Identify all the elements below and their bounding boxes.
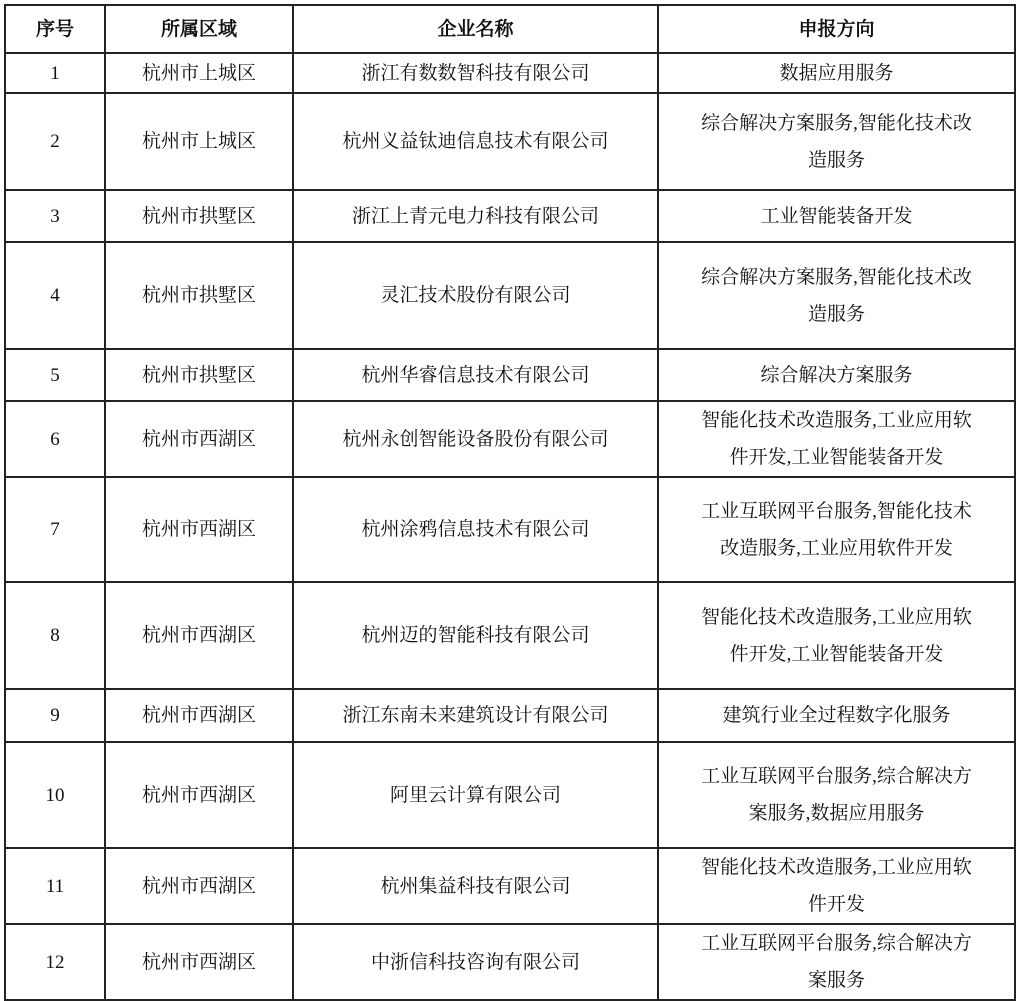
direction-line: 件开发,工业智能装备开发 <box>729 643 944 665</box>
table-row <box>5 242 1015 349</box>
direction-line: 数据应用服务 <box>779 62 894 84</box>
cell-company: 杭州迈的智能科技有限公司 <box>293 582 658 689</box>
direction-line: 工业互联网平台服务,综合解决方 <box>701 766 972 787</box>
cell-region: 杭州市上城区 <box>105 53 293 93</box>
cell-region: 杭州市上城区 <box>105 93 293 190</box>
direction-line: 案服务 <box>807 970 865 991</box>
cell-direction <box>658 582 1015 689</box>
direction-line: 综合解决方案服务,智能化技术改 <box>701 112 972 134</box>
cell-region: 杭州市拱墅区 <box>105 190 293 242</box>
direction-line: 件开发,工业智能装备开发 <box>729 447 944 468</box>
table-header-row <box>5 5 1015 53</box>
direction-line: 智能化技术改造服务,工业应用软 <box>701 857 972 878</box>
cell-region: 杭州市拱墅区 <box>105 349 293 401</box>
cell-region: 杭州市西湖区 <box>105 477 293 582</box>
table-row <box>5 93 1015 190</box>
cell-region: 杭州市西湖区 <box>105 742 293 848</box>
cell-region: 杭州市拱墅区 <box>105 242 293 349</box>
direction-line: 综合解决方案服务 <box>760 364 913 386</box>
header-no: 序号 <box>5 5 105 53</box>
cell-no: 4 <box>5 242 105 349</box>
cell-region: 杭州市西湖区 <box>105 848 293 924</box>
direction-line: 改造服务,工业应用软件开发 <box>720 537 953 559</box>
direction-line: 造服务 <box>807 149 865 171</box>
cell-direction <box>658 242 1015 349</box>
enterprise-table <box>4 4 1016 1001</box>
table-row <box>5 477 1015 582</box>
cell-company: 杭州涂鸦信息技术有限公司 <box>293 477 658 582</box>
table-row <box>5 582 1015 689</box>
table-row <box>5 53 1015 93</box>
header-region: 所属区域 <box>105 5 293 53</box>
cell-no: 8 <box>5 582 105 689</box>
cell-company: 杭州永创智能设备股份有限公司 <box>293 401 658 477</box>
table-row <box>5 924 1015 1000</box>
cell-no: 12 <box>5 924 105 1000</box>
direction-line: 件开发 <box>807 894 865 915</box>
cell-no: 11 <box>5 848 105 924</box>
table-row <box>5 848 1015 924</box>
cell-company: 杭州集益科技有限公司 <box>293 848 658 924</box>
direction-line: 综合解决方案服务,智能化技术改 <box>701 266 972 288</box>
cell-company: 杭州华睿信息技术有限公司 <box>293 349 658 401</box>
cell-no: 2 <box>5 93 105 190</box>
cell-direction <box>658 93 1015 190</box>
cell-direction <box>658 477 1015 582</box>
table-row <box>5 689 1015 742</box>
table-row <box>5 742 1015 848</box>
table-row <box>5 401 1015 477</box>
cell-direction <box>658 401 1015 477</box>
cell-direction <box>658 924 1015 1000</box>
cell-company: 阿里云计算有限公司 <box>293 742 658 848</box>
cell-no: 6 <box>5 401 105 477</box>
cell-company: 灵汇技术股份有限公司 <box>293 242 658 349</box>
direction-line: 工业互联网平台服务,综合解决方 <box>701 933 972 954</box>
cell-no: 5 <box>5 349 105 401</box>
cell-company: 杭州义益钛迪信息技术有限公司 <box>293 93 658 190</box>
cell-region: 杭州市西湖区 <box>105 582 293 689</box>
header-company: 企业名称 <box>293 5 658 53</box>
direction-line: 工业智能装备开发 <box>760 205 913 227</box>
cell-direction <box>658 190 1015 242</box>
cell-region: 杭州市西湖区 <box>105 924 293 1000</box>
direction-line: 工业互联网平台服务,智能化技术 <box>701 500 972 522</box>
table-row <box>5 190 1015 242</box>
header-direction: 申报方向 <box>658 5 1015 53</box>
cell-direction <box>658 689 1015 742</box>
cell-direction <box>658 349 1015 401</box>
cell-direction <box>658 848 1015 924</box>
cell-region: 杭州市西湖区 <box>105 689 293 742</box>
cell-company: 浙江有数数智科技有限公司 <box>293 53 658 93</box>
direction-line: 造服务 <box>807 303 865 325</box>
cell-no: 9 <box>5 689 105 742</box>
cell-no: 1 <box>5 53 105 93</box>
cell-no: 7 <box>5 477 105 582</box>
cell-no: 10 <box>5 742 105 848</box>
direction-line: 案服务,数据应用服务 <box>748 803 925 824</box>
cell-company: 浙江上青元电力科技有限公司 <box>293 190 658 242</box>
cell-company: 浙江东南未来建筑设计有限公司 <box>293 689 658 742</box>
cell-direction <box>658 742 1015 848</box>
direction-line: 智能化技术改造服务,工业应用软 <box>701 410 972 431</box>
cell-direction <box>658 53 1015 93</box>
direction-line: 智能化技术改造服务,工业应用软 <box>701 606 972 628</box>
table-row <box>5 349 1015 401</box>
cell-company: 中浙信科技咨询有限公司 <box>293 924 658 1000</box>
direction-line: 建筑行业全过程数字化服务 <box>722 705 951 726</box>
cell-no: 3 <box>5 190 105 242</box>
cell-region: 杭州市西湖区 <box>105 401 293 477</box>
